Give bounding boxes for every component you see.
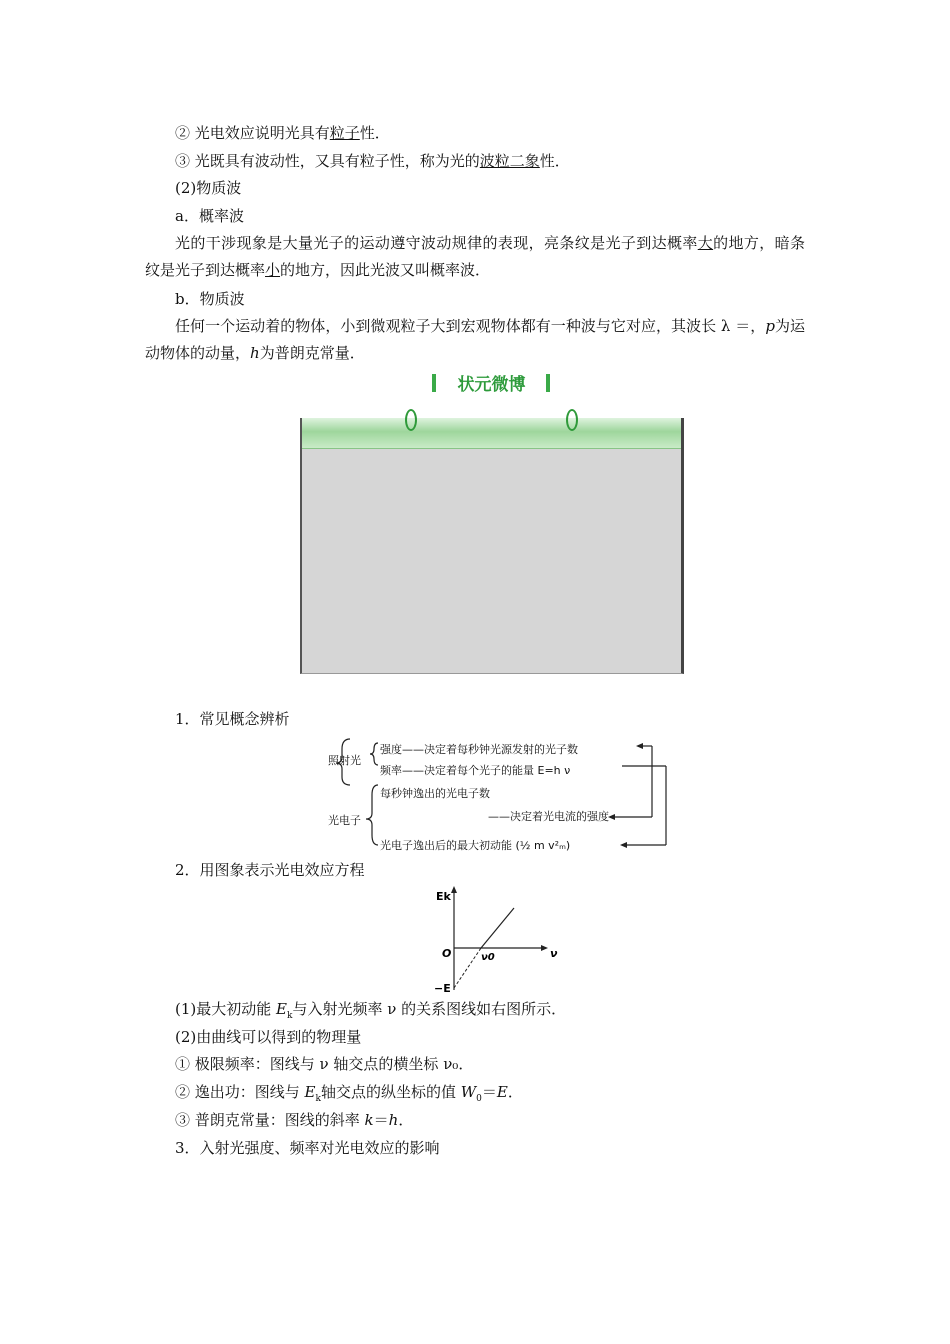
- text-2: (2)由曲线可以得到的物理量: [175, 1028, 362, 1046]
- section-3-title: 3．入射光强度、频率对光电效应的影响: [175, 1139, 440, 1157]
- banner-title: 状元微博: [457, 375, 526, 395]
- ring-icon: [405, 409, 417, 431]
- heading-matter-wave: (2)物质波: [175, 179, 242, 197]
- section-1-title: 1．常见概念辨析: [175, 710, 290, 728]
- nu0-label: ν0: [481, 952, 495, 963]
- extrapolated-line: [454, 948, 481, 988]
- intro-line-1: ② 光电效应说明光具有粒子性．: [175, 124, 390, 142]
- concept-light: 照射光: [328, 754, 361, 767]
- heading-matter-wave-b: b．物质波: [175, 290, 245, 308]
- intro-line-2: ③ 光既具有波动性，又具有粒子性，称为光的波粒二象性．: [175, 152, 570, 170]
- concept-intensity: 强度——决定着每秒钟光源发射的光子数: [380, 743, 578, 756]
- text-4: ② 逸出功：图线与 $E_k$轴交点的纵坐标的值 $W_0=E$．: [175, 1083, 523, 1104]
- ek-line: [481, 908, 514, 948]
- banner-right-bars: [546, 374, 550, 392]
- text-1: (1)最大初动能 $E_k$与入射光频率 ν 的关系图线如右图所示．: [175, 1000, 567, 1021]
- text-3: ① 极限频率：图线与 ν 轴交点的横坐标 ν₀．: [175, 1055, 474, 1073]
- x-axis-label: ν: [550, 947, 558, 960]
- concept-electron: 光电子: [328, 814, 361, 827]
- ek-frequency-graph: [430, 884, 560, 996]
- y-axis-label: Ek: [436, 890, 451, 903]
- concept-frequency: 频率——决定着每个光子的能量 E=h ν: [380, 764, 571, 777]
- origin-label: O: [442, 947, 452, 960]
- heading-probability-wave: a．概率波: [175, 207, 244, 225]
- paragraph-probability-wave: 光的干涉现象是大量光子的运动遵守波动规律的表现，亮条纹是光子到达概率大的地方，暗条纹是光子到达概率小的地方，因此光波又叫概率波．: [145, 234, 805, 279]
- note-board-header: [302, 418, 681, 449]
- ring-icon: [566, 409, 578, 431]
- concept-max-ke: 光电子逸出后的最大初动能 (½ m v²ₘ): [380, 839, 571, 852]
- neg-e-label: −E: [434, 982, 451, 995]
- paragraph-matter-wave: 任何一个运动着的物体，小到微观粒子大到宏观物体都有一种波与它对应，其波长 λ ＝，p为运动物体的动量，h为普朗克常量．: [145, 317, 805, 362]
- text-5: ③ 普朗克常量：图线的斜率 k＝h．: [175, 1111, 414, 1129]
- section-2-title: 2．用图象表示光电效应方程: [175, 861, 365, 879]
- concept-electron-count: 每秒钟逸出的光电子数: [380, 787, 490, 800]
- note-board: [300, 418, 684, 674]
- concept-current: ——决定着光电流的强度: [488, 810, 609, 823]
